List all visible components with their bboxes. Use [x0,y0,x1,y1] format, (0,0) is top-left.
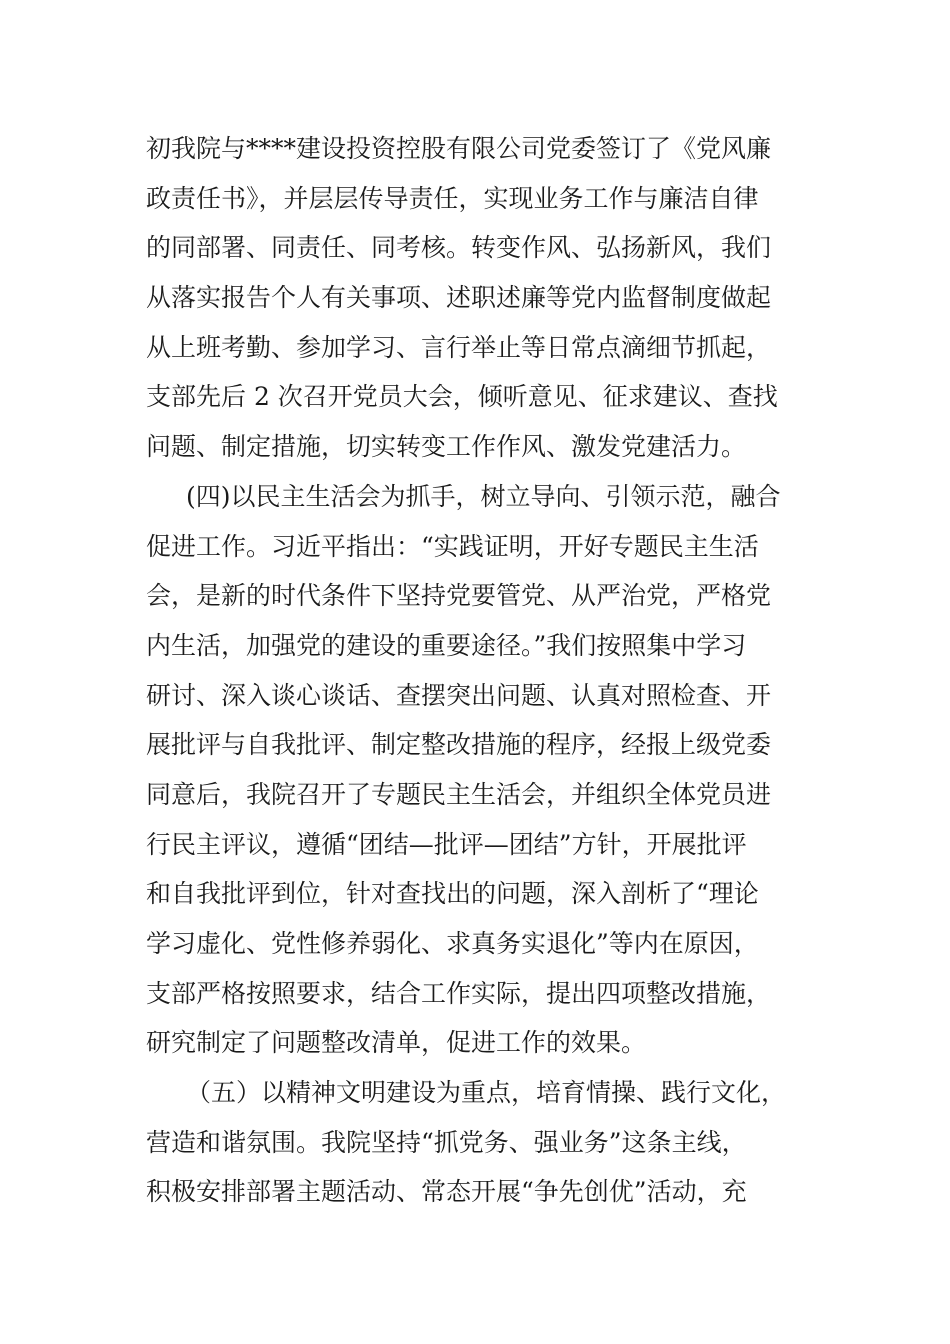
paragraph-2 [146,472,806,1068]
paragraph-1 [146,124,806,472]
text-line: 行民主评议，遵循“团结—批评—团结”方针，开展批评 [146,829,747,859]
text-line: (四)以民主生活会为抓手，树立导向、引领示范，融合 [186,481,781,511]
text-line: 从落实报告个人有关事项、述职述廉等党内监督制度做起 [146,283,772,313]
text-line: 支部严格按照要求，结合工作实际，提出四项整改措施， [146,978,772,1008]
text-line: 营造和谐氛围。我院坚持“抓党务、强业务”这条主线， [146,1127,747,1157]
paragraph-3 [146,1068,806,1217]
document-body [146,124,806,1217]
text-line: 从上班考勤、参加学习、言行举止等日常点滴细节抓起， [146,332,772,362]
text-line: 会，是新的时代条件下坚持党要管党、从严治党，严格党 [146,581,772,611]
text-line: 研究制定了问题整改清单，促进工作的效果。 [146,1028,647,1058]
text-line: 支部先后 2 次召开党员大会，倾听意见、征求建议、查找 [146,382,778,412]
text-line: 和自我批评到位，针对查找出的问题，深入剖析了“理论 [146,879,759,909]
text-line: 促进工作。习近平指出：“实践证明，开好专题民主生活 [146,531,759,561]
text-line: 展批评与自我批评、制定整改措施的程序，经报上级党委 [146,730,772,760]
text-line: 问题、制定措施，切实转变工作作风、激发党建活力。 [146,432,747,462]
text-line: （五）以精神文明建设为重点，培育情操、践行文化， [186,1078,787,1108]
text-line: 的同部署、同责任、同考核。转变作风、弘扬新风，我们 [146,233,772,263]
text-line: 政责任书》，并层层传导责任，实现业务工作与廉洁自律 [146,183,759,213]
text-line: 初我院与****建设投资控股有限公司党委签订了《党风廉 [146,134,772,163]
text-line: 内生活，加强党的建设的重要途径。”我们按照集中学习 [146,630,747,660]
text-line: 学习虚化、党性修养弱化、求真务实退化”等内在原因， [146,929,759,958]
text-line: 研讨、深入谈心谈话、查摆突出问题、认真对照检查、开 [146,680,772,710]
text-line: 同意后，我院召开了专题民主生活会，并组织全体党员进 [146,779,772,809]
text-line: 积极安排部署主题活动、常态开展“争先创优”活动，充 [146,1177,747,1207]
